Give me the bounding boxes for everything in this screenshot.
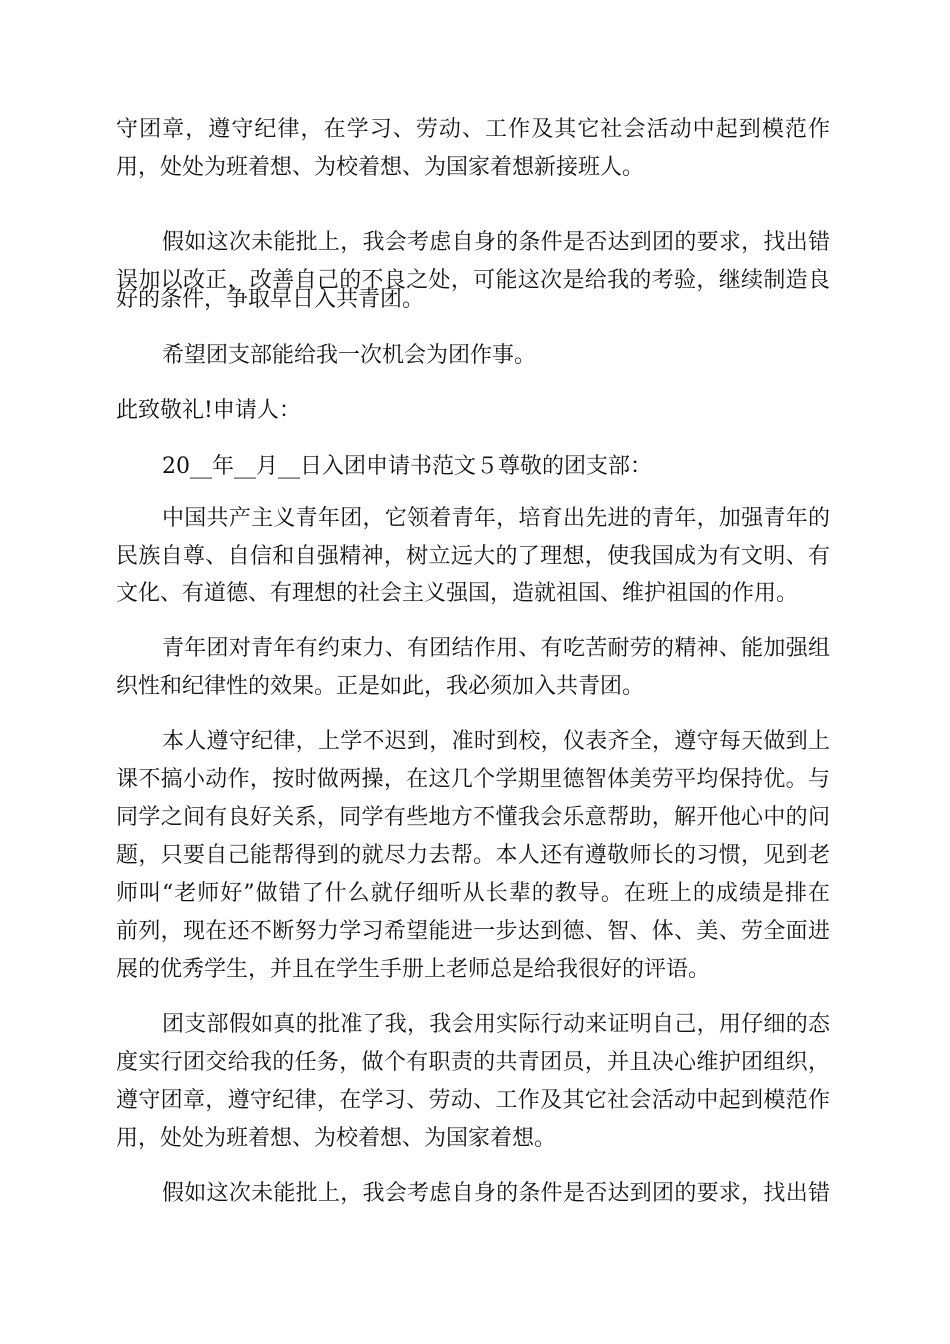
text-line: 同学之间有良好关系，同学有些地方不懂我会乐意帮助，解开他心中的问 [116, 805, 830, 830]
text-line: 师叫“老师好”做错了什么就仔细听从长辈的教导。在班上的成绩是排在 [116, 881, 830, 906]
text-line: 好的条件，争取早日入共青团。 [116, 287, 425, 312]
text-line: 团支部假如真的批准了我，我会用实际行动来证明自己，用仔细的态 [162, 1012, 830, 1037]
text-line: 误加以改正，改善自己的不良之处，可能这次是给我的考验，继续制造良 [116, 268, 830, 293]
text-line: 用，处处为班着想、为校着想、为国家着想新接班人。 [116, 155, 645, 180]
text-line: 本人遵守纪律，上学不迟到，准时到校，仪表齐全，遵守每天做到上 [162, 729, 830, 754]
text-line: 假如这次未能批上，我会考虑自身的条件是否达到团的要求，找出错 [162, 1181, 830, 1206]
text-line: 题，只要自己能帮得到的就尽力去帮。本人还有遵敬师长的习惯，见到老 [116, 843, 830, 868]
text-line: 课不搞小动作，按时做两操，在这几个学期里德智体美劳平均保持优。与 [116, 767, 830, 792]
text-line: 守团章，遵守纪律，在学习、劳动、工作及其它社会活动中起到模范作 [116, 117, 830, 142]
text-line: 中国共产主义青年团，它领着青年，培育出先进的青年，加强青年的 [162, 506, 830, 531]
text-line: 度实行团交给我的任务，做个有职责的共青团员，并且决心维护团组织， [116, 1050, 830, 1075]
text-line: 织性和纪律性的效果。正是如此，我必须加入共青团。 [116, 674, 645, 699]
text-line: 20__年__月__日入团申请书范文５尊敬的团支部： [162, 454, 652, 479]
text-line: 民族自尊、自信和自强精神，树立远大的了理想，使我国成为有文明、有 [116, 544, 830, 569]
text-line: 希望团支部能给我一次机会为团作事。 [162, 343, 537, 368]
text-line: 此致敬礼!申请人： [116, 398, 301, 423]
text-line: 前列，现在还不断努力学习希望能进一步达到德、智、体、美、劳全面进 [116, 919, 830, 944]
text-line: 文化、有道德、有理想的社会主义强国，造就祖国、维护祖国的作用。 [116, 581, 799, 606]
text-line: 遵守团章，遵守纪律，在学习、劳动、工作及其它社会活动中起到模范作 [116, 1088, 830, 1113]
text-line: 假如这次未能批上，我会考虑自身的条件是否达到团的要求，找出错 [162, 230, 830, 255]
text-line: 展的优秀学生，并且在学生手册上老师总是给我很好的评语。 [116, 957, 711, 982]
text-line: 青年团对青年有约束力、有团结作用、有吃苦耐劳的精神、能加强组 [162, 636, 830, 661]
text-line: 用，处处为班着想、为校着想、为国家着想。 [116, 1126, 557, 1151]
